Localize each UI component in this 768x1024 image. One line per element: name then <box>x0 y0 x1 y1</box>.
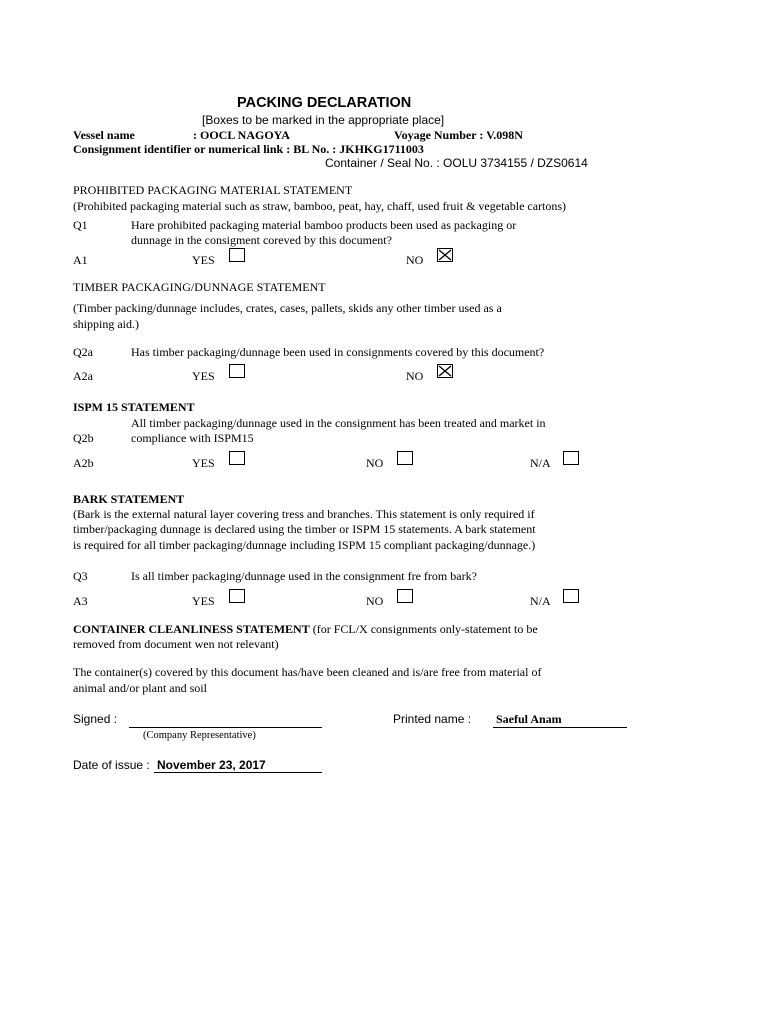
cleanliness-heading-line <box>73 622 538 637</box>
date-line <box>154 772 322 773</box>
q3-question: Is all timber packaging/dunnage used in the consignment fre from bark? <box>131 569 477 583</box>
a2b-label: A2b <box>73 456 94 470</box>
q1-question-line2: dunnage in the consigment coreved by this document? <box>131 233 392 247</box>
prohibited-heading: PROHIBITED PACKAGING MATERIAL STATEMENT <box>73 183 353 197</box>
printed-name-line <box>493 727 627 728</box>
q3-label: Q3 <box>73 569 88 583</box>
timber-note-line2: shipping aid.) <box>73 317 139 331</box>
bark-note-line1: (Bark is the external natural layer covering tress and branches. This statement is only required if <box>73 507 535 521</box>
bark-heading: BARK STATEMENT <box>73 492 185 506</box>
a2a-label: A2a <box>73 369 93 383</box>
prohibited-note: (Prohibited packaging material such as straw, bamboo, peat, hay, chaff, used fruit & vegetable cartons) <box>73 199 567 213</box>
a2b-na-label: N/A <box>530 456 551 470</box>
q2b-label: Q2b <box>73 431 94 445</box>
printed-name-label: Printed name : <box>393 712 472 726</box>
ispm-question-line2: compliance with ISPM15 <box>131 431 254 445</box>
a3-no-label: NO <box>366 594 384 608</box>
a1-yes-label: YES <box>192 253 215 267</box>
vessel-value: : OOCL NAGOYA <box>193 128 290 142</box>
vessel-label: Vessel name <box>73 128 135 142</box>
a2b-no-label: NO <box>366 456 384 470</box>
voyage-number: Voyage Number : V.098N <box>394 128 523 142</box>
q2a-label: Q2a <box>73 345 93 359</box>
signed-label: Signed : <box>73 712 118 726</box>
date-of-issue-value: November 23, 2017 <box>157 758 266 772</box>
a2a-yes-label: YES <box>192 369 215 383</box>
a2b-yes-label: YES <box>192 456 215 470</box>
a3-na-label: N/A <box>530 594 551 608</box>
container-seal: Container / Seal No. : OOLU 3734155 / DZS0614 <box>325 156 588 170</box>
a3-yes-checkbox[interactable] <box>229 589 245 603</box>
signature-line[interactable] <box>129 727 322 728</box>
page-subtitle: [Boxes to be marked in the appropriate place] <box>202 113 445 127</box>
a2b-no-checkbox[interactable] <box>397 451 413 465</box>
a3-na-checkbox[interactable] <box>563 589 579 603</box>
a2b-na-checkbox[interactable] <box>563 451 579 465</box>
cleanliness-statement-line1: The container(s) covered by this document has/have been cleaned and is/are free from material of <box>73 665 542 679</box>
a3-no-checkbox[interactable] <box>397 589 413 603</box>
cross-mark-icon <box>438 249 452 261</box>
cleanliness-statement-line2: animal and/or plant and soil <box>73 681 207 695</box>
q2a-question: Has timber packaging/dunnage been used in consignments covered by this document? <box>131 345 545 359</box>
a2a-yes-checkbox[interactable] <box>229 364 245 378</box>
q1-label: Q1 <box>73 218 88 232</box>
cleanliness-heading: CONTAINER CLEANLINESS STATEMENT <box>73 622 310 636</box>
printed-name-value: Saeful Anam <box>496 712 562 726</box>
bark-note-line2: timber/packaging dunnage is declared using the timber or ISPM 15 statements. A bark statement <box>73 522 536 536</box>
cleanliness-heading-suffix: (for FCL/X consignments only-statement to be <box>309 622 538 636</box>
a3-yes-label: YES <box>192 594 215 608</box>
timber-heading: TIMBER PACKAGING/DUNNAGE STATEMENT <box>73 280 326 294</box>
a1-no-label: NO <box>406 253 424 267</box>
page-title: PACKING DECLARATION <box>237 95 412 111</box>
a1-label: A1 <box>73 253 88 267</box>
a3-label: A3 <box>73 594 88 608</box>
cleanliness-heading-line2: removed from document wen not relevant) <box>73 637 279 651</box>
bark-note-line3: is required for all timber packaging/dunnage including ISPM 15 compliant packaging/dunnage.) <box>73 538 536 552</box>
a1-no-checkbox[interactable] <box>437 248 453 262</box>
timber-note-line1: (Timber packing/dunnage includes, crates, cases, pallets, skids any other timber used as a <box>73 301 502 315</box>
a2a-no-label: NO <box>406 369 424 383</box>
a1-yes-checkbox[interactable] <box>229 248 245 262</box>
ispm-question-line1: All timber packaging/dunnage used in the consignment has been treated and market in <box>131 416 546 430</box>
q1-question-line1: Hare prohibited packaging material bamboo products been used as packaging or <box>131 218 517 232</box>
cross-mark-icon <box>438 365 452 377</box>
company-representative-label: (Company Representative) <box>143 730 256 741</box>
ispm-heading: ISPM 15 STATEMENT <box>73 400 195 414</box>
date-of-issue-label: Date of issue : <box>73 758 150 772</box>
a2a-no-checkbox[interactable] <box>437 364 453 378</box>
a2b-yes-checkbox[interactable] <box>229 451 245 465</box>
consignment-identifier: Consignment identifier or numerical link : BL No. : JKHKG1711003 <box>73 142 424 156</box>
